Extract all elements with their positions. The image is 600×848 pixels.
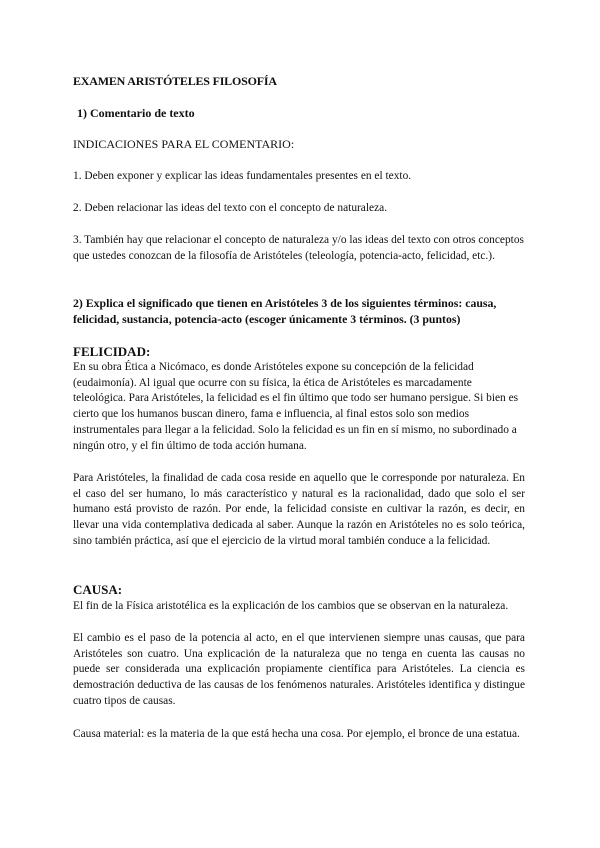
causa-paragraph-3: Causa material: es la materia de la que está hecha una cosa. Por ejemplo, el bronce de una estatua. (73, 728, 520, 740)
part1-heading: 1) Comentario de texto (77, 106, 195, 120)
indication-item-1: 1. Deben exponer y explicar las ideas fundamentales presentes en el texto. (73, 170, 412, 182)
causa-heading: CAUSA: (73, 582, 123, 597)
part2-heading: 2) Explica el significado que tienen en Aristóteles 3 de los siguientes términos: causa, felicidad, sustancia, potencia-acto (escoger únicamente 3 términos. (3 puntos) (73, 296, 497, 326)
indication-item-2: 2. Deben relacionar las ideas del texto con el concepto de naturaleza. (73, 202, 388, 214)
causa-paragraph-2: El cambio es el paso de la potencia al acto, en el que intervienen siempre unas causas, que para Aristóteles son cuatro. Una explicación de la naturaleza que no tenga en cuenta las causas no puede ser considerada una explicación propiamente científica para Aristóteles. La ciencia es demostración deductiva de las causas de los fenómenos naturales. Aristóteles identifica y distingue cuatro tipos de causas. (73, 632, 525, 707)
indications-title: INDICACIONES PARA EL COMENTARIO: (73, 137, 295, 151)
felicidad-paragraph-2: Para Aristóteles, la finalidad de cada cosa reside en aquello que le corresponde por naturaleza. En el caso del ser humano, lo más característico y natural es la racionalidad, dado que solo el ser humano está provisto de razón. Por ende, la felicidad consiste en cultivar la razón, es decir, en llevar una vida contemplativa dedicada al saber. Aunque la razón en Aristóteles no es solo teórica, sino también práctica, así que el ejercicio de la virtud moral también conduce a la felicidad. (73, 472, 525, 547)
exam-title: EXAMEN ARISTÓTELES FILOSOFÍA (73, 74, 277, 88)
felicidad-paragraph-1: En su obra Ética a Nicómaco, es donde Aristóteles expone su concepción de la felicidad (eudaimonía). Al igual que ocurre con su física, la ética de Aristóteles es marcadamente teleológica. Para Aristóteles, la felicidad es el fin último que todo ser humano persigue. Si bien es cierto que los humanos buscan dinero, fama e influencia, al final estos solo son medios instrumentales para llegar a la felicidad. Solo la felicidad es un fin en sí mismo, no subordinado a ningún otro, y el fin último de toda acción humana. (73, 361, 519, 452)
indication-item-3: 3. También hay que relacionar el concepto de naturaleza y/o las ideas del texto con otros conceptos que ustedes conozcan de la filosofía de Aristóteles (teleología, potencia-acto, felicidad, etc.). (73, 234, 524, 262)
causa-paragraph-1: El fin de la Física aristotélica es la explicación de los cambios que se observan en la naturaleza. (73, 600, 509, 612)
felicidad-heading: FELICIDAD: (73, 344, 151, 359)
